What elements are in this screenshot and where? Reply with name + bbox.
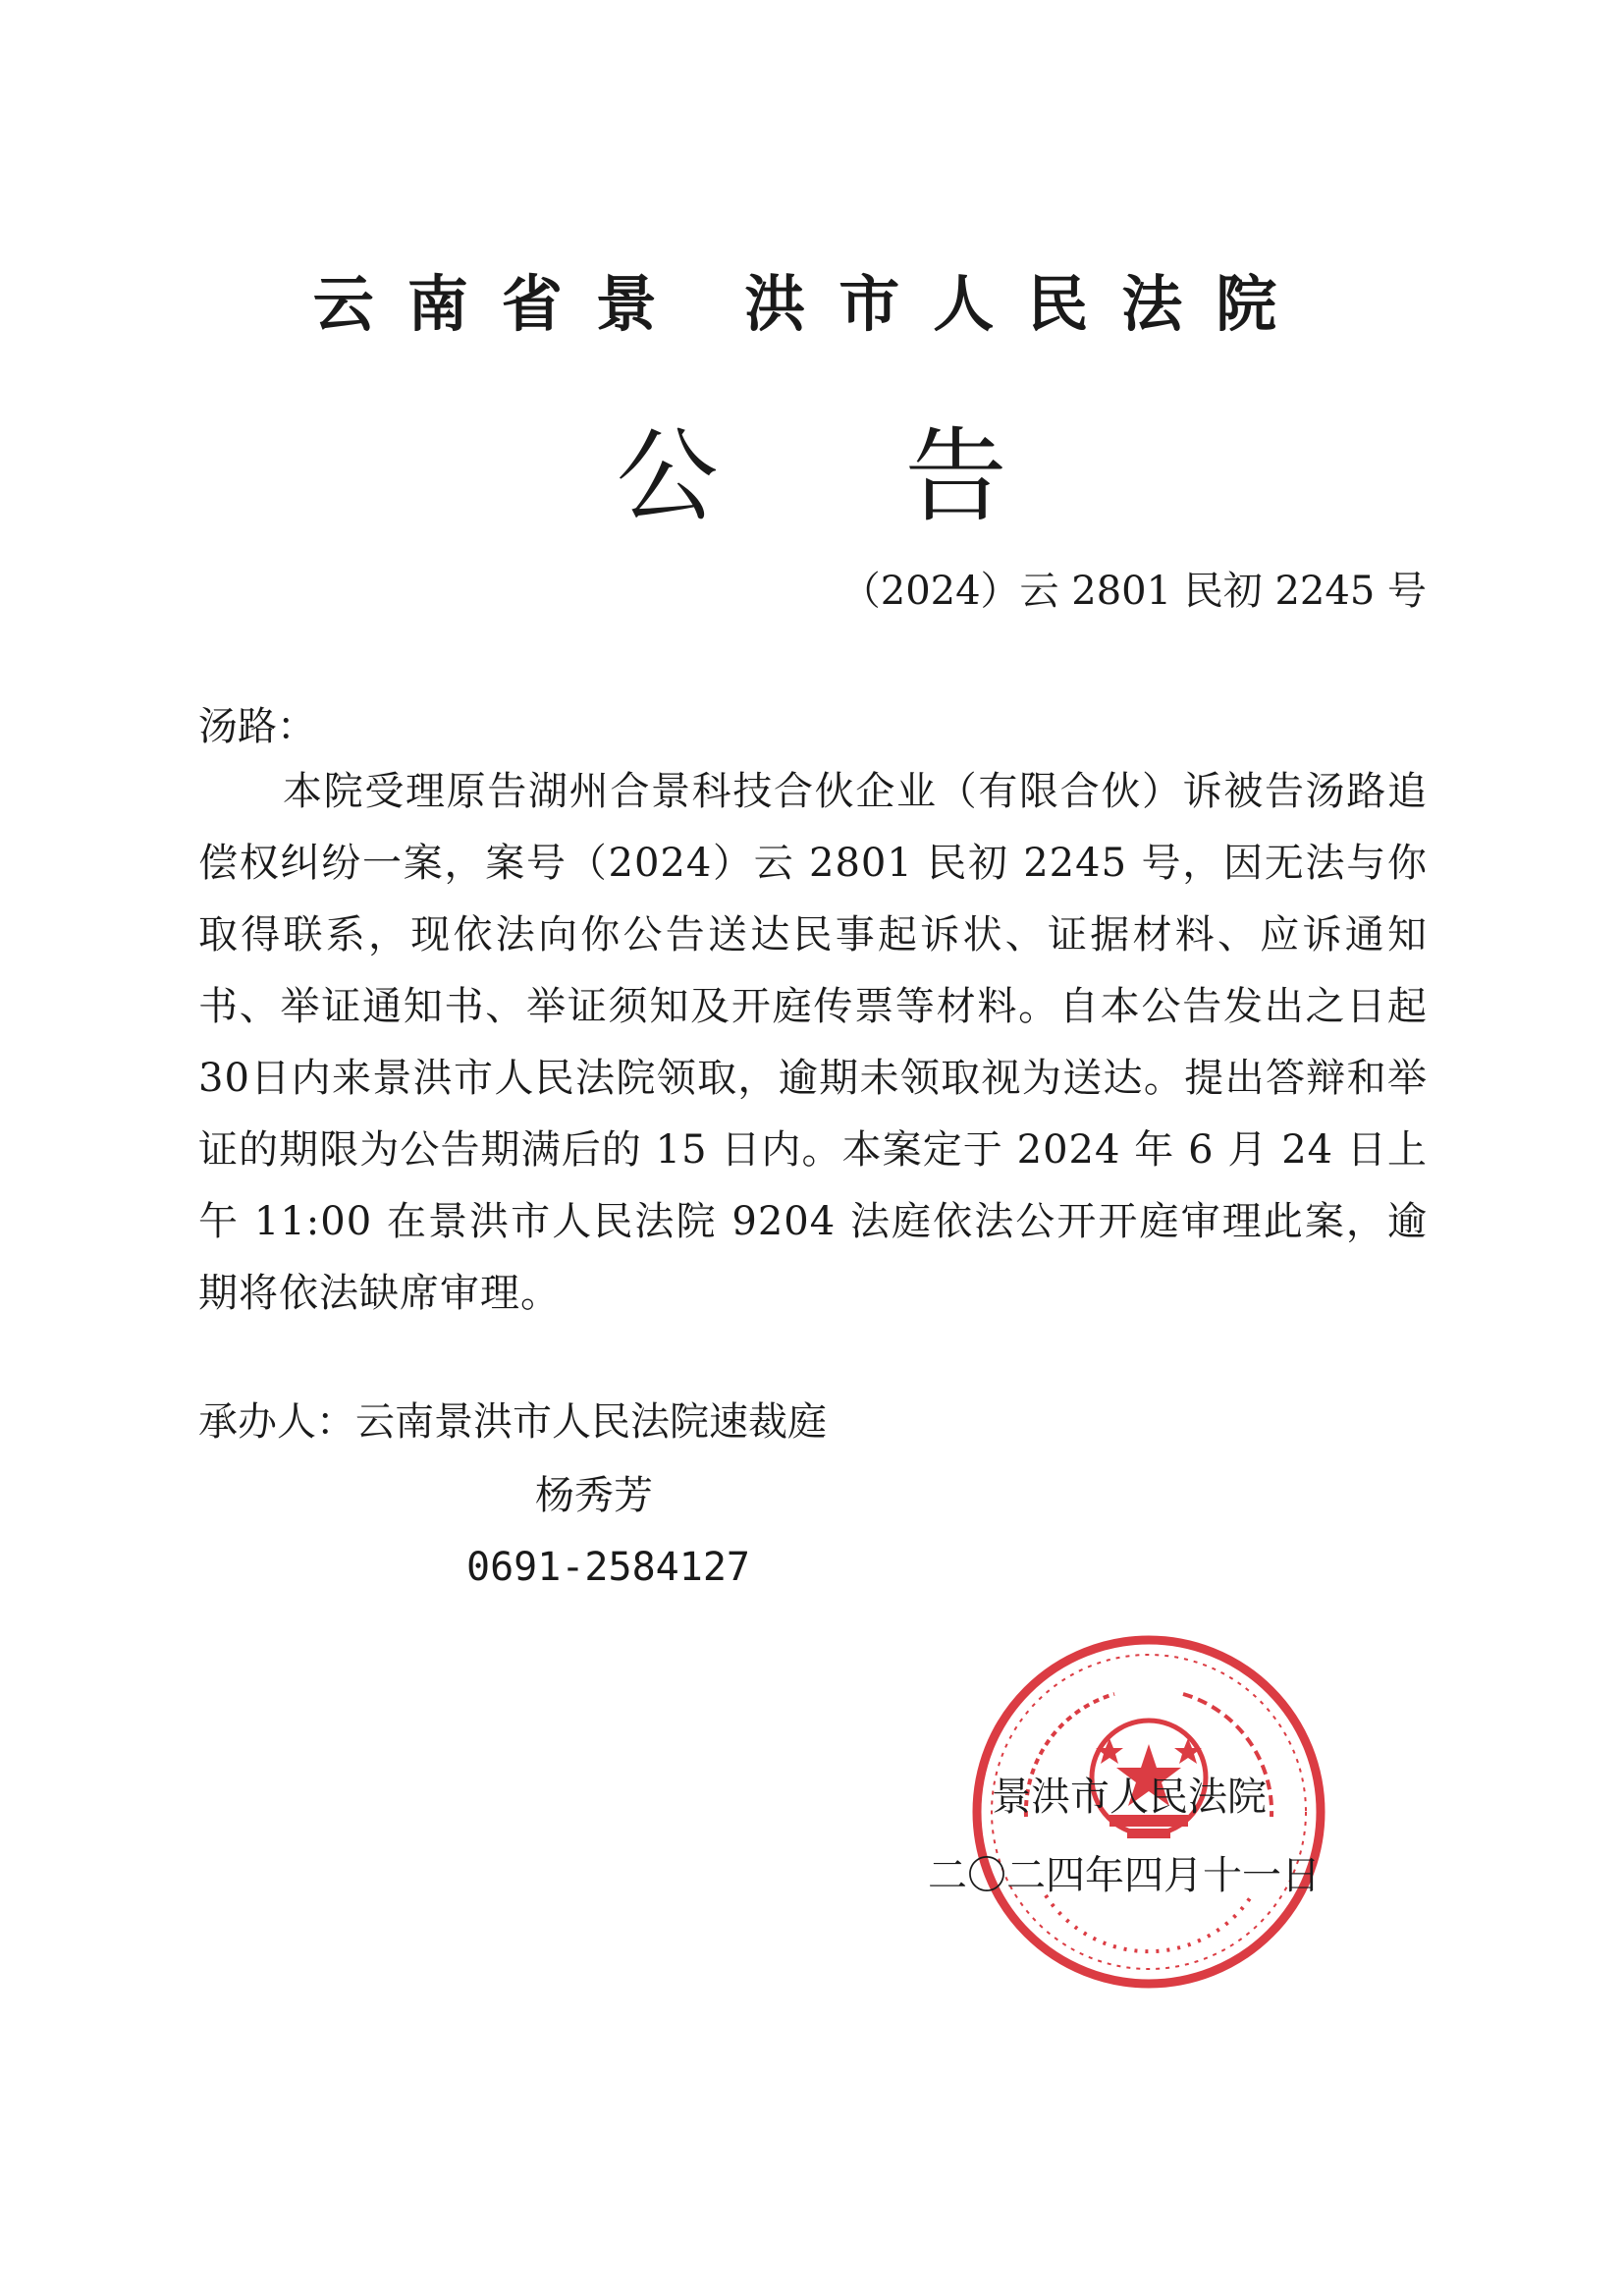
handler-name: 杨秀芳: [535, 1473, 653, 1518]
notice-body: 本院受理原告湖州合景科技合伙企业（有限合伙）诉被告汤路追偿权纠纷一案，案号（2024）云 2801 民初 2245 号，因无法与你取得联系，现依法向你公告送达民事起诉状、证据材料、应诉通知书、举证通知书、举证须知及开庭传票等材料。自本公告发出之日起30日内来景洪市人民法院领取，逾期未领取视为送达。提出答辩和举证的期限为公告期满后的 15 日内。本案定于 2024 年 6 月 24 日上午 11:00 在景洪市人民法院 9204 法庭依法公开开庭审理此案，逾期将依法缺席审理。: [198, 769, 1428, 1316]
signature-court: 景洪市人民法院: [992, 1775, 1267, 1820]
signature-date: 二〇二四年四月十一日: [928, 1853, 1321, 1898]
addressee: 汤路：: [198, 704, 316, 749]
case-number: （2024）云 2801 民初 2245 号: [840, 569, 1427, 614]
handler-label: 承办人：云南景洪市人民法院速裁庭: [198, 1399, 827, 1445]
handler-phone: 0691-2584127: [466, 1545, 750, 1590]
court-name: 云南省景 洪市人民法院: [312, 268, 1311, 340]
page-title: 公告: [616, 416, 1194, 536]
